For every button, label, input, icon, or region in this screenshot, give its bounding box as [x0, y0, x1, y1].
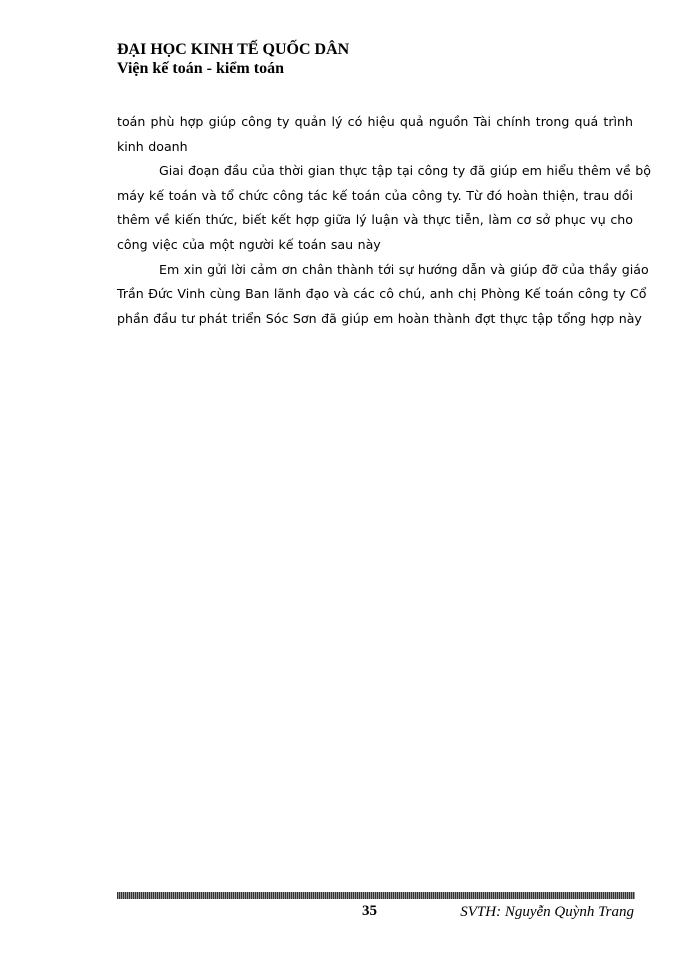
text-line: Giai đoạn đầu của thời gian thực tập tại công ty đã giúp em hiểu thêm về bộ	[159, 163, 651, 179]
student-name: SVTH: Nguyễn Quỳnh Trang	[460, 904, 634, 920]
footer-divider	[117, 892, 635, 899]
institute-name: Viện kế toán - kiểm toán	[117, 60, 284, 77]
page-header	[117, 40, 349, 78]
text-line: thêm về kiến thức, biết kết hợp giữa lý luận và thực tiễn, làm cơ sở phục vụ cho	[117, 212, 633, 228]
paragraph-internship-summary	[117, 159, 651, 257]
text-line: phần đầu tư phát triển Sóc Sơn đã giúp em hoàn thành đợt thực tập tổng hợp này	[117, 310, 642, 326]
paragraph-continuation	[117, 110, 633, 159]
university-name: ĐẠI HỌC KINH TẾ QUỐC DÂN	[117, 41, 350, 58]
text-line: máy kế toán và tổ chức công tác kế toán của công ty. Từ đó hoàn thiện, trau dồi	[117, 187, 633, 203]
text-line: Em xin gửi lời cảm ơn chân thành tới sự hướng dẫn và giúp đỡ của thầy giáo	[159, 261, 649, 277]
text-line: Trần Đức Vinh cùng Ban lãnh đạo và các cô chú, anh chị Phòng Kế toán công ty Cổ	[117, 286, 647, 302]
text-line: toán phù hợp giúp công ty quản lý có hiệu quả nguồn Tài chính trong quá trình	[117, 114, 633, 129]
paragraph-acknowledgement	[117, 258, 649, 332]
text-line: kinh doanh	[117, 138, 188, 154]
page-number: 35	[362, 903, 377, 919]
document-body	[117, 110, 651, 331]
text-line: công việc của một người kế toán sau này	[117, 236, 381, 252]
